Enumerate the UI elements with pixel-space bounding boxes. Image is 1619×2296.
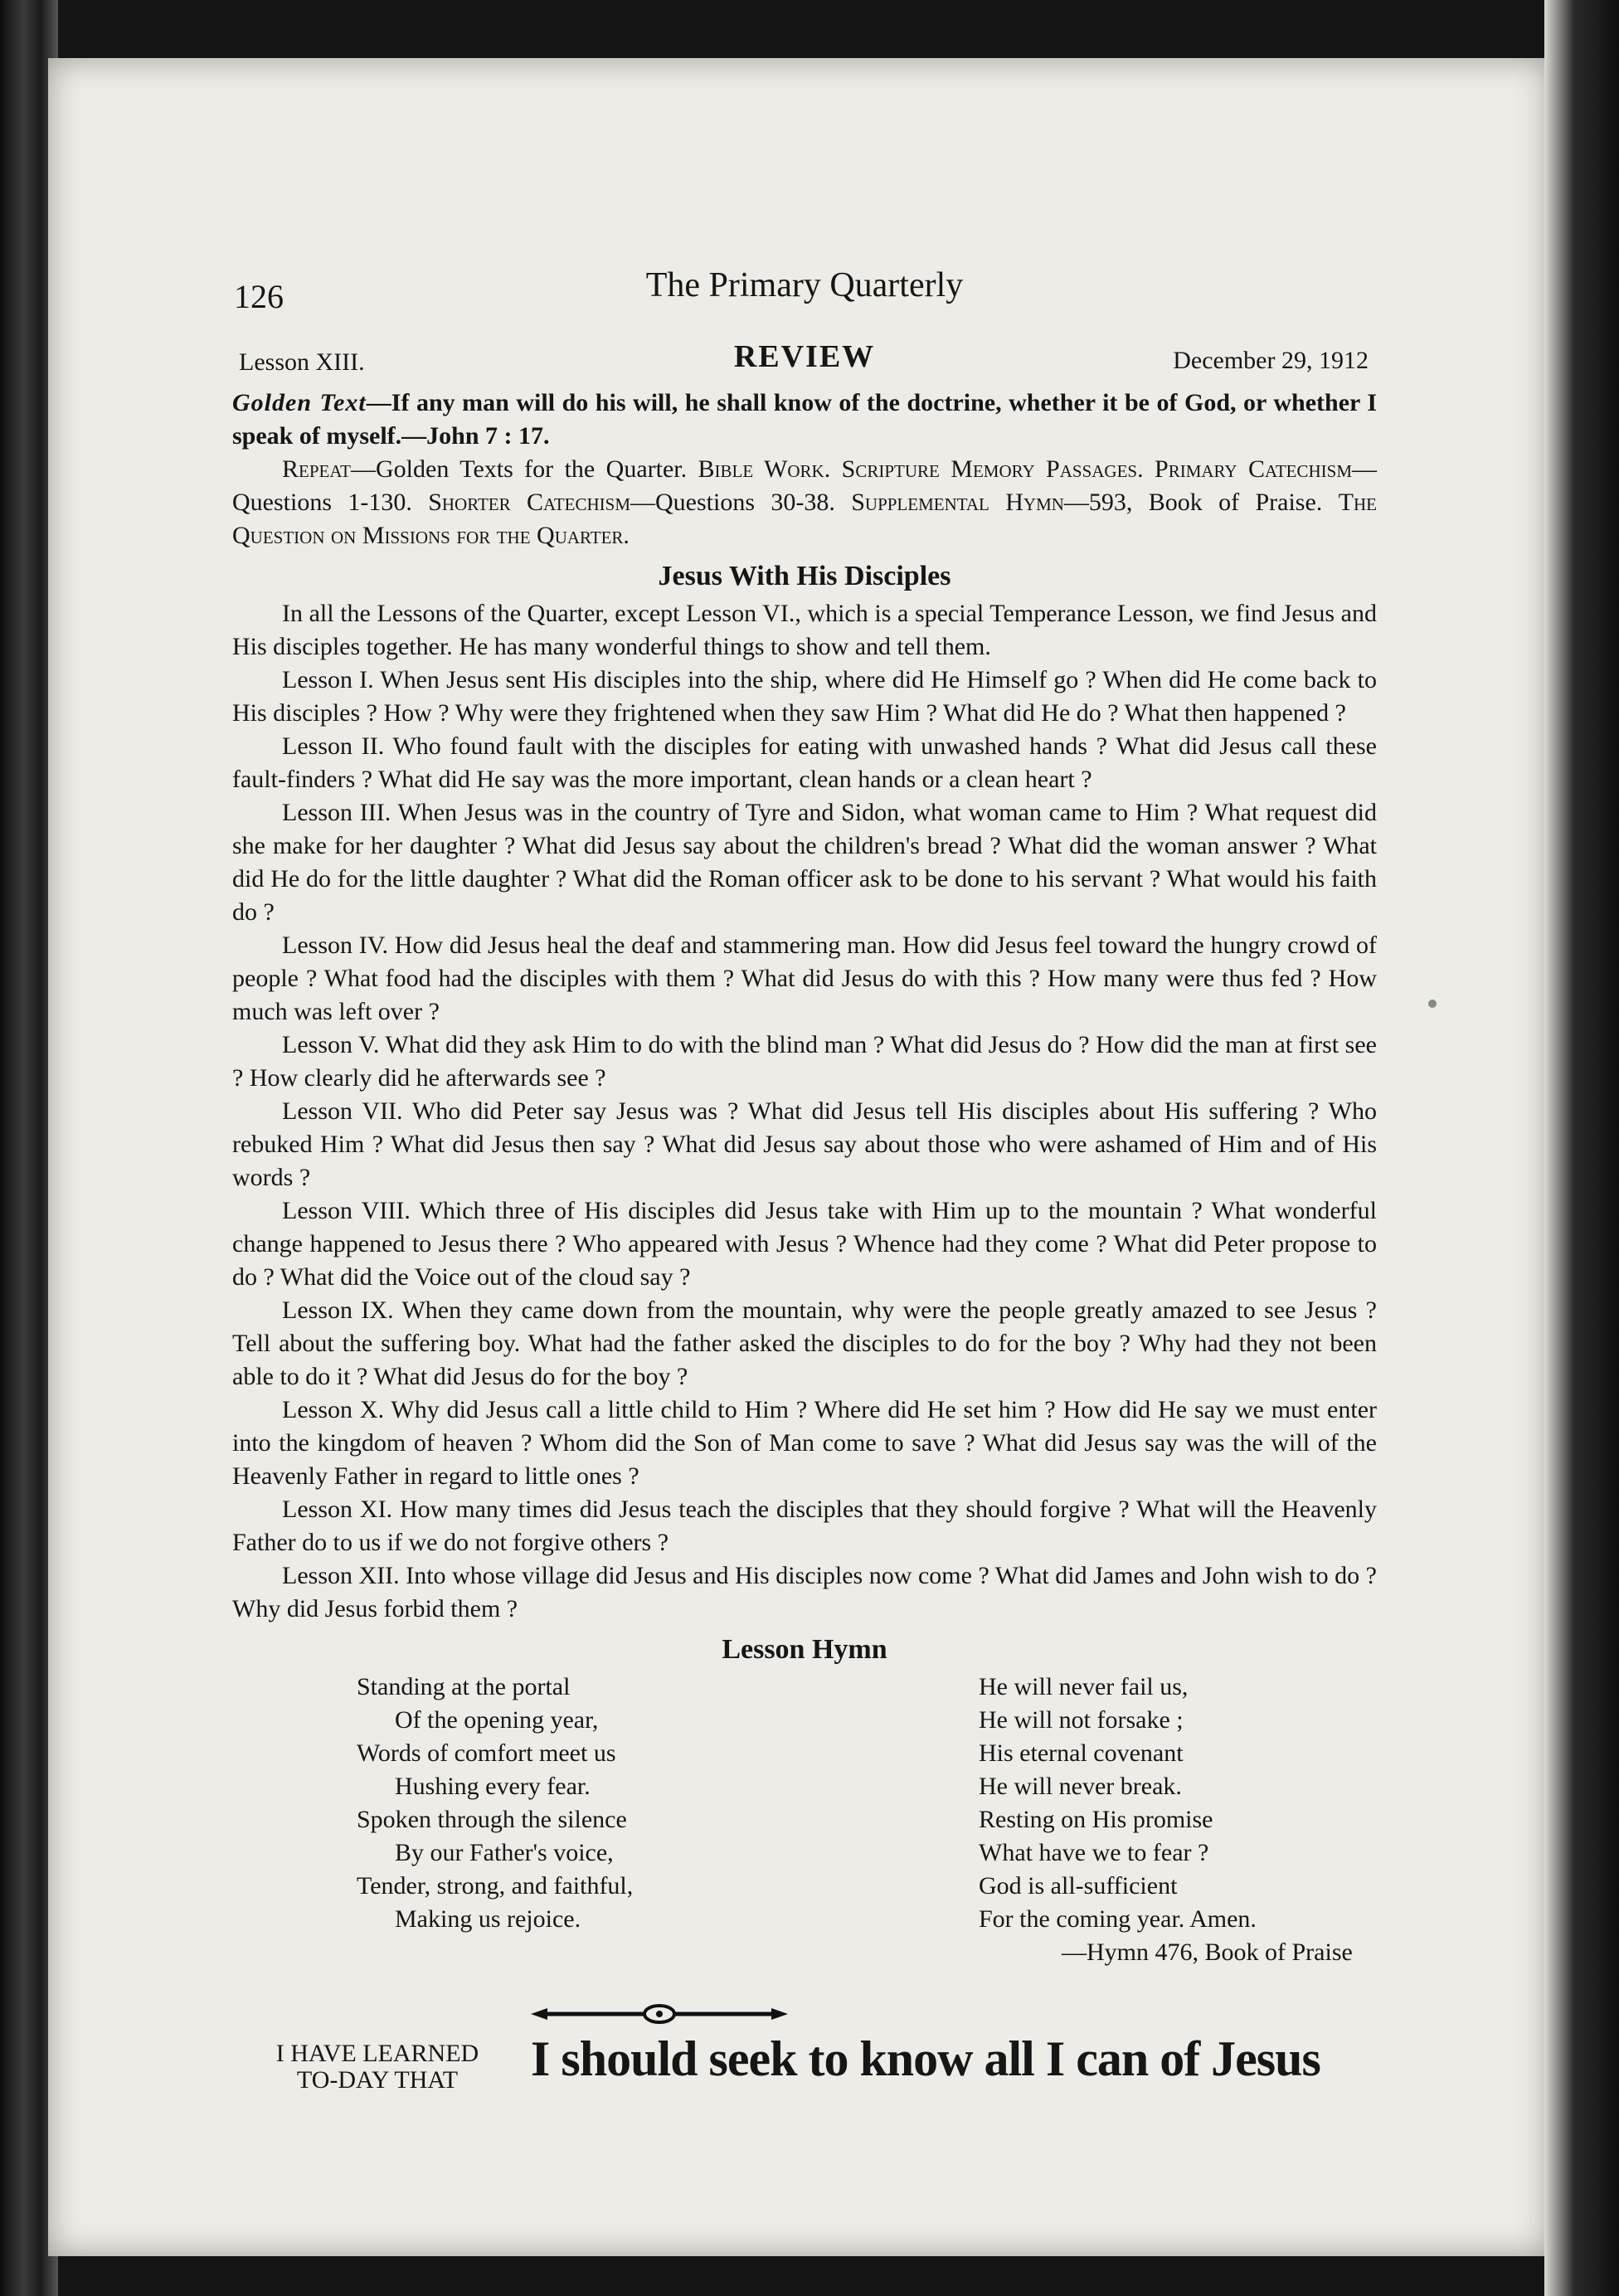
hymn-line: For the coming year. Amen. (979, 1905, 1257, 1933)
hymn-line: Hushing every fear. (395, 1773, 591, 1800)
lesson-hymn (232, 1671, 1377, 1986)
hymn-line: By our Father's voice, (395, 1839, 614, 1866)
page-content (232, 265, 1377, 1986)
supplemental-hymn-label: Supplemental Hymn (851, 489, 1064, 516)
ornament-rule (531, 2002, 788, 2026)
repeat-label: Repeat (282, 455, 352, 483)
learned-label (241, 2041, 514, 2094)
lesson-paragraph: Lesson I. When Jesus sent His disciples into the ship, where did He Himself go ? When did He come back to His disciples ? How ? Why were they frightened when they saw Him ? What did He do ? What then happened ? (232, 666, 1377, 727)
hymn-line: Making us rejoice. (395, 1905, 581, 1933)
hymn-verse-left (357, 1671, 633, 1936)
hymn-line: He will never fail us, (979, 1673, 1189, 1700)
repeat-paragraph (232, 453, 1377, 552)
hymn-line: Of the opening year, (395, 1706, 599, 1734)
ink-spot (1428, 1000, 1437, 1008)
hymn-line: Words of comfort meet us (357, 1739, 616, 1767)
hymn-line: What have we to fear ? (979, 1839, 1209, 1866)
lesson-paragraph: Lesson V. What did they ask Him to do with the blind man ? What did Jesus do ? How did the man at first see ? How clearly did he afterwards see ? (232, 1031, 1377, 1092)
shorter-catechism-text: —Questions 30-38. (630, 489, 852, 516)
lesson-date: December 29, 1912 (1173, 347, 1369, 374)
lesson-paragraph: Lesson II. Who found fault with the disciples for eating with unwashed hands ? What did Jesus call these fault-finders ? What did He say was the more important, clean hands or a clean heart ? (232, 732, 1377, 793)
learned-line-2: TO-DAY THAT (296, 2066, 459, 2094)
lesson-paragraph: Lesson X. Why did Jesus call a little child to Him ? Where did He set him ? How did He say we must enter into the kingdom of heaven ? Whom did the Son of Man come to save ? What did Jesus say was the will of the Heavenly Father in regard to little ones ? (232, 1396, 1377, 1490)
golden-text-body: —If any man will do his will, he shall know of the doctrine, whether it be of God, or whether I speak of myself.—John 7 : 17. (232, 389, 1377, 450)
lesson-paragraph: Lesson VII. Who did Peter say Jesus was ? What did Jesus tell His disciples about His suffering ? Who rebuked Him ? What did Jesus then say ? What did Jesus say about those who were ashamed of Him and of His words ? (232, 1097, 1377, 1191)
hymn-line: He will never break. (979, 1773, 1182, 1800)
section-heading: Jesus With His Disciples (658, 561, 951, 591)
lesson-paragraph: Lesson III. When Jesus was in the country of Tyre and Sidon, what woman came to Him ? What request did she make for her daughter ? What did Jesus say about the children's bread ? What did the woman answer ? What did He do for the little daughter ? What did the Roman officer ask to be done to his servant ? What would his faith do ? (232, 799, 1377, 926)
hymn-line: His eternal covenant (979, 1739, 1184, 1767)
golden-text-label: Golden Text (232, 389, 367, 416)
hymn-heading: Lesson Hymn (722, 1634, 887, 1665)
repeat-text: —Golden Texts for the Quarter. (351, 455, 698, 483)
shorter-catechism-label: Shorter Catechism (428, 489, 631, 516)
golden-text (232, 387, 1377, 453)
hymn-line: Spoken through the silence (357, 1806, 627, 1833)
lesson-line (232, 338, 1377, 387)
hymn-line: He will not forsake ; (979, 1706, 1184, 1734)
intro-paragraph: In all the Lessons of the Quarter, except Lesson VI., which is a special Temperance Lesson, we find Jesus and His disciples together. He has many wonderful things to show and tell them. (232, 600, 1377, 660)
supplemental-hymn-text: —593, Book of Praise. (1063, 489, 1339, 516)
hymn-source: —Hymn 476, Book of Praise (1062, 1938, 1353, 1966)
page-header (232, 265, 1377, 323)
lesson-number: Lesson XIII. (239, 348, 365, 376)
page-edge (1544, 0, 1619, 2296)
hymn-line: God is all-sufficient (979, 1872, 1178, 1900)
scripture-memory: Scripture Memory Passages. (830, 455, 1144, 483)
lesson-paragraph: Lesson VIII. Which three of His disciples did Jesus take with Him up to the mountain ? What wonderful change happened to Jesus there ? Who appeared with Jesus ? Whence had they come ? What did Peter propose to do ? What did the Voice out of the cloud say ? (232, 1197, 1377, 1291)
page-number: 126 (234, 278, 284, 315)
hymn-line: Resting on His promise (979, 1806, 1213, 1833)
bible-work: Bible Work. (698, 455, 831, 483)
learned-line-1: I HAVE LEARNED (275, 2040, 479, 2067)
lesson-title: REVIEW (733, 339, 876, 374)
lesson-paragraph: Lesson XI. How many times did Jesus teach the disciples that they should forgive ? What will the Heavenly Father do to us if we do not forgive others ? (232, 1496, 1377, 1556)
hymn-verse-right (979, 1671, 1353, 1969)
lesson-paragraph: Lesson IX. When they came down from the mountain, why were the people greatly amazed to see Jesus ? Tell about the suffering boy. What had the father asked the disciples to do for the boy ? Why had they not been able to do it ? What did Jesus do for the boy ? (232, 1296, 1377, 1390)
running-title: The Primary Quarterly (645, 266, 964, 304)
lesson-paragraph: Lesson IV. How did Jesus heal the deaf and stammering man. How did Jesus feel toward the hungry crowd of people ? What food had the disciples with them ? What did Jesus do with this ? How many were thus fed ? How much was left over ? (232, 932, 1377, 1025)
primary-catechism-text: —Questions 1-130. (232, 455, 1377, 516)
hymn-line: Standing at the portal (357, 1673, 571, 1700)
primary-catechism-label: Primary Catechism (1155, 455, 1352, 483)
lesson-paragraph: Lesson XII. Into whose village did Jesus and His disciples now come ? What did James and John wish to do ? Why did Jesus forbid them ? (232, 1562, 1377, 1622)
missions-question: The Question on Missions for the Quarter. (232, 489, 1377, 549)
learned-statement: I should seek to know all I can of Jesus (531, 2031, 1320, 2086)
hymn-line: Tender, strong, and faithful, (357, 1872, 634, 1900)
